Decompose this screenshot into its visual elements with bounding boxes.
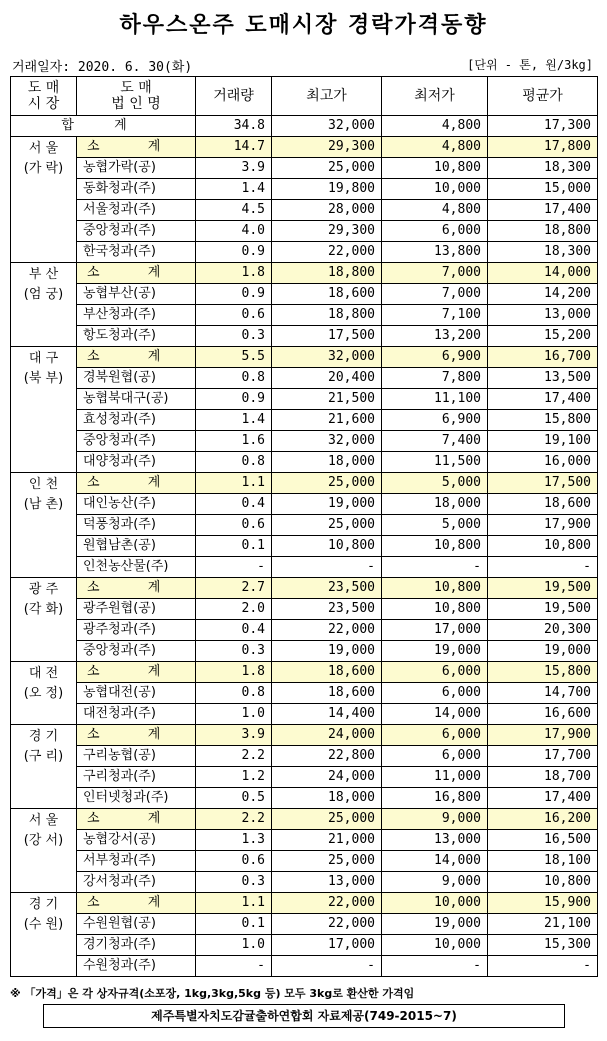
max-price-cell: 13,000	[272, 872, 382, 893]
corp-name: 한국청과(주)	[77, 242, 196, 263]
avg-price-cell: 16,200	[488, 809, 598, 830]
volume-cell: 0.9	[196, 242, 272, 263]
corp-name: 항도청과(주)	[77, 326, 196, 347]
min-price-cell: 10,000	[382, 179, 488, 200]
corp-name: 효성청과(주)	[77, 410, 196, 431]
table-row	[11, 935, 598, 956]
min-price-cell: 11,500	[382, 452, 488, 473]
min-price-cell: 6,000	[382, 221, 488, 242]
max-price-cell: 25,000	[272, 473, 382, 494]
corp-name: 소 계	[77, 263, 196, 284]
corp-name: 동화청과(주)	[77, 179, 196, 200]
max-price-cell: 19,000	[272, 494, 382, 515]
min-price-cell: 6,000	[382, 746, 488, 767]
min-price-cell: 7,400	[382, 431, 488, 452]
max-price-cell: 20,400	[272, 368, 382, 389]
max-price-cell: 25,000	[272, 515, 382, 536]
table-row	[11, 599, 598, 620]
corp-name: 구리청과(주)	[77, 767, 196, 788]
corp-name: 소 계	[77, 725, 196, 746]
table-row	[11, 620, 598, 641]
volume-cell: -	[196, 956, 272, 977]
table-row	[11, 179, 598, 200]
subtotal-row	[11, 263, 598, 284]
max-price-cell: 28,000	[272, 200, 382, 221]
max-price-cell: 18,600	[272, 662, 382, 683]
table-row	[11, 242, 598, 263]
min-price-cell: 9,000	[382, 872, 488, 893]
max-price-cell: 21,600	[272, 410, 382, 431]
avg-price-cell: 17,400	[488, 788, 598, 809]
volume-cell: 0.8	[196, 452, 272, 473]
market-name: 서 울 (가 락)	[11, 137, 77, 263]
table-row	[11, 284, 598, 305]
subtotal-row	[11, 578, 598, 599]
min-price-cell: 18,000	[382, 494, 488, 515]
min-price-cell: 7,100	[382, 305, 488, 326]
table-row	[11, 788, 598, 809]
max-price-cell: 22,000	[272, 620, 382, 641]
market-name: 대 구 (북 부)	[11, 347, 77, 473]
table-row	[11, 452, 598, 473]
volume-cell: 0.9	[196, 284, 272, 305]
avg-price-cell: 13,500	[488, 368, 598, 389]
avg-price-cell: 16,600	[488, 704, 598, 725]
corp-name: 인터넷청과(주)	[77, 788, 196, 809]
min-price-cell: 10,000	[382, 893, 488, 914]
avg-price-cell: 15,900	[488, 893, 598, 914]
corp-name: 소 계	[77, 137, 196, 158]
header-corp: 도 매 법 인 명	[77, 77, 196, 116]
min-price-cell: 11,000	[382, 767, 488, 788]
min-price-cell: 7,000	[382, 284, 488, 305]
footnote: ※ 「가격」은 각 상자규격(소포장, 1kg,3kg,5kg 등) 모두 3kg로 환산한 가격임	[10, 987, 415, 1000]
market-name: 서 울 (강 서)	[11, 809, 77, 893]
max-price-cell: -	[272, 557, 382, 578]
header-row	[11, 77, 598, 116]
header-avg: 평균가	[488, 77, 598, 116]
max-price-cell: 29,300	[272, 221, 382, 242]
total-max: 32,000	[272, 116, 382, 137]
table-row	[11, 704, 598, 725]
max-price-cell: 18,800	[272, 305, 382, 326]
min-price-cell: 19,000	[382, 914, 488, 935]
page-title: 하우스온주 도매시장 경락가격동향	[119, 13, 488, 38]
avg-price-cell: 18,800	[488, 221, 598, 242]
min-price-cell: 4,800	[382, 200, 488, 221]
avg-price-cell: 18,600	[488, 494, 598, 515]
volume-cell: 3.9	[196, 725, 272, 746]
max-price-cell: 19,000	[272, 641, 382, 662]
table-row	[11, 683, 598, 704]
max-price-cell: 17,500	[272, 326, 382, 347]
volume-cell: 4.0	[196, 221, 272, 242]
corp-name: 수원청과(주)	[77, 956, 196, 977]
avg-price-cell: 10,800	[488, 872, 598, 893]
table-row	[11, 641, 598, 662]
corp-name: 중앙청과(주)	[77, 431, 196, 452]
avg-price-cell: 15,200	[488, 326, 598, 347]
volume-cell: 2.0	[196, 599, 272, 620]
min-price-cell: 16,800	[382, 788, 488, 809]
table-row	[11, 515, 598, 536]
avg-price-cell: 20,300	[488, 620, 598, 641]
max-price-cell: 18,000	[272, 788, 382, 809]
volume-cell: 0.3	[196, 641, 272, 662]
avg-price-cell: 19,500	[488, 578, 598, 599]
table-row	[11, 914, 598, 935]
min-price-cell: 19,000	[382, 641, 488, 662]
avg-price-cell: 18,100	[488, 851, 598, 872]
avg-price-cell: 13,000	[488, 305, 598, 326]
max-price-cell: 29,300	[272, 137, 382, 158]
corp-name: 농협가락(공)	[77, 158, 196, 179]
volume-cell: 0.6	[196, 305, 272, 326]
volume-cell: 1.0	[196, 704, 272, 725]
max-price-cell: 19,800	[272, 179, 382, 200]
corp-name: 경북원협(공)	[77, 368, 196, 389]
avg-price-cell: 15,800	[488, 410, 598, 431]
min-price-cell: 17,000	[382, 620, 488, 641]
table-row	[11, 326, 598, 347]
volume-cell: -	[196, 557, 272, 578]
avg-price-cell: 17,400	[488, 200, 598, 221]
avg-price-cell: 17,800	[488, 137, 598, 158]
min-price-cell: 10,800	[382, 599, 488, 620]
min-price-cell: 5,000	[382, 515, 488, 536]
avg-price-cell: 14,000	[488, 263, 598, 284]
header-market: 도 매 시 장	[11, 77, 77, 116]
avg-price-cell: 16,000	[488, 452, 598, 473]
corp-name: 대양청과(주)	[77, 452, 196, 473]
subtotal-row	[11, 473, 598, 494]
subtotal-row	[11, 347, 598, 368]
corp-name: 소 계	[77, 347, 196, 368]
volume-cell: 0.3	[196, 326, 272, 347]
subtotal-row	[11, 893, 598, 914]
min-price-cell: 14,000	[382, 851, 488, 872]
header-max: 최고가	[272, 77, 382, 116]
min-price-cell: 10,800	[382, 158, 488, 179]
volume-cell: 1.6	[196, 431, 272, 452]
corp-name: 소 계	[77, 809, 196, 830]
avg-price-cell: 14,700	[488, 683, 598, 704]
corp-name: 소 계	[77, 473, 196, 494]
volume-cell: 1.0	[196, 935, 272, 956]
max-price-cell: 18,600	[272, 284, 382, 305]
max-price-cell: 25,000	[272, 809, 382, 830]
corp-name: 소 계	[77, 662, 196, 683]
market-name: 경 기 (구 리)	[11, 725, 77, 809]
table-row	[11, 830, 598, 851]
avg-price-cell: -	[488, 956, 598, 977]
corp-name: 농협부산(공)	[77, 284, 196, 305]
total-volume: 34.8	[196, 116, 272, 137]
table-row	[11, 872, 598, 893]
table-row	[11, 410, 598, 431]
volume-cell: 4.5	[196, 200, 272, 221]
volume-cell: 1.1	[196, 893, 272, 914]
table-row	[11, 956, 598, 977]
max-price-cell: 22,800	[272, 746, 382, 767]
min-price-cell: 10,000	[382, 935, 488, 956]
market-name: 대 전 (오 정)	[11, 662, 77, 725]
volume-cell: 0.6	[196, 851, 272, 872]
volume-cell: 0.1	[196, 536, 272, 557]
corp-name: 농협북대구(공)	[77, 389, 196, 410]
volume-cell: 0.8	[196, 683, 272, 704]
corp-name: 소 계	[77, 893, 196, 914]
unit-label: [단위 - 톤, 원/3kg]	[467, 58, 593, 72]
table-row	[11, 305, 598, 326]
corp-name: 강서청과(주)	[77, 872, 196, 893]
avg-price-cell: 18,300	[488, 242, 598, 263]
volume-cell: 0.4	[196, 620, 272, 641]
corp-name: 농협대전(공)	[77, 683, 196, 704]
max-price-cell: 22,000	[272, 242, 382, 263]
max-price-cell: 23,500	[272, 599, 382, 620]
max-price-cell: 14,400	[272, 704, 382, 725]
avg-price-cell: 17,900	[488, 515, 598, 536]
max-price-cell: 10,800	[272, 536, 382, 557]
avg-price-cell: 17,700	[488, 746, 598, 767]
market-name: 부 산 (엄 궁)	[11, 263, 77, 347]
table-row	[11, 389, 598, 410]
max-price-cell: 22,000	[272, 893, 382, 914]
market-name: 인 천 (남 촌)	[11, 473, 77, 578]
avg-price-cell: 17,500	[488, 473, 598, 494]
corp-name: 구리농협(공)	[77, 746, 196, 767]
total-row	[11, 116, 598, 137]
volume-cell: 1.4	[196, 410, 272, 431]
subtotal-row	[11, 809, 598, 830]
table-row	[11, 767, 598, 788]
volume-cell: 1.3	[196, 830, 272, 851]
corp-name: 대전청과(주)	[77, 704, 196, 725]
max-price-cell: -	[272, 956, 382, 977]
volume-cell: 5.5	[196, 347, 272, 368]
volume-cell: 1.8	[196, 662, 272, 683]
subtotal-row	[11, 137, 598, 158]
corp-name: 인천농산물(주)	[77, 557, 196, 578]
max-price-cell: 32,000	[272, 431, 382, 452]
min-price-cell: 7,800	[382, 368, 488, 389]
corp-name: 광주청과(주)	[77, 620, 196, 641]
market-name: 경 기 (수 원)	[11, 893, 77, 977]
corp-name: 중앙청과(주)	[77, 221, 196, 242]
table-row	[11, 536, 598, 557]
table-row	[11, 494, 598, 515]
header-volume: 거래량	[196, 77, 272, 116]
volume-cell: 2.7	[196, 578, 272, 599]
corp-name: 서울청과(주)	[77, 200, 196, 221]
min-price-cell: 10,800	[382, 536, 488, 557]
source-box: 제주특별자치도감귤출하연합회 자료제공(749-2015~7)	[43, 1004, 565, 1028]
corp-name: 중앙청과(주)	[77, 641, 196, 662]
min-price-cell: 6,000	[382, 725, 488, 746]
volume-cell: 0.9	[196, 389, 272, 410]
volume-cell: 14.7	[196, 137, 272, 158]
table-row	[11, 431, 598, 452]
min-price-cell: 6,900	[382, 410, 488, 431]
avg-price-cell: 19,000	[488, 641, 598, 662]
volume-cell: 0.1	[196, 914, 272, 935]
min-price-cell: 4,800	[382, 137, 488, 158]
subtotal-row	[11, 662, 598, 683]
volume-cell: 1.4	[196, 179, 272, 200]
market-name: 광 주 (각 화)	[11, 578, 77, 662]
min-price-cell: 10,800	[382, 578, 488, 599]
avg-price-cell: 19,500	[488, 599, 598, 620]
volume-cell: 0.4	[196, 494, 272, 515]
max-price-cell: 22,000	[272, 914, 382, 935]
min-price-cell: 13,800	[382, 242, 488, 263]
avg-price-cell: 21,100	[488, 914, 598, 935]
avg-price-cell: 16,500	[488, 830, 598, 851]
min-price-cell: 13,200	[382, 326, 488, 347]
max-price-cell: 24,000	[272, 725, 382, 746]
corp-name: 원협남촌(공)	[77, 536, 196, 557]
header-min: 최저가	[382, 77, 488, 116]
volume-cell: 1.8	[196, 263, 272, 284]
volume-cell: 2.2	[196, 809, 272, 830]
avg-price-cell: 14,200	[488, 284, 598, 305]
volume-cell: 1.2	[196, 767, 272, 788]
avg-price-cell: 18,300	[488, 158, 598, 179]
corp-name: 서부청과(주)	[77, 851, 196, 872]
max-price-cell: 32,000	[272, 347, 382, 368]
volume-cell: 1.1	[196, 473, 272, 494]
max-price-cell: 18,000	[272, 452, 382, 473]
table-row	[11, 557, 598, 578]
subtotal-row	[11, 725, 598, 746]
table-row	[11, 200, 598, 221]
max-price-cell: 21,500	[272, 389, 382, 410]
max-price-cell: 25,000	[272, 851, 382, 872]
total-label: 합 계	[11, 116, 196, 137]
table-row	[11, 158, 598, 179]
table-row	[11, 368, 598, 389]
avg-price-cell: -	[488, 557, 598, 578]
min-price-cell: -	[382, 557, 488, 578]
avg-price-cell: 15,800	[488, 662, 598, 683]
min-price-cell: 9,000	[382, 809, 488, 830]
min-price-cell: 6,000	[382, 662, 488, 683]
min-price-cell: 11,100	[382, 389, 488, 410]
corp-name: 수원원협(공)	[77, 914, 196, 935]
avg-price-cell: 10,800	[488, 536, 598, 557]
max-price-cell: 17,000	[272, 935, 382, 956]
table-row	[11, 221, 598, 242]
price-table	[10, 76, 598, 977]
avg-price-cell: 17,400	[488, 389, 598, 410]
min-price-cell: -	[382, 956, 488, 977]
table-row	[11, 746, 598, 767]
max-price-cell: 18,800	[272, 263, 382, 284]
min-price-cell: 14,000	[382, 704, 488, 725]
corp-name: 광주원협(공)	[77, 599, 196, 620]
avg-price-cell: 15,000	[488, 179, 598, 200]
volume-cell: 3.9	[196, 158, 272, 179]
min-price-cell: 6,000	[382, 683, 488, 704]
volume-cell: 0.8	[196, 368, 272, 389]
min-price-cell: 5,000	[382, 473, 488, 494]
avg-price-cell: 17,900	[488, 725, 598, 746]
volume-cell: 2.2	[196, 746, 272, 767]
corp-name: 대인농산(주)	[77, 494, 196, 515]
max-price-cell: 24,000	[272, 767, 382, 788]
volume-cell: 0.6	[196, 515, 272, 536]
avg-price-cell: 16,700	[488, 347, 598, 368]
corp-name: 덕풍청과(주)	[77, 515, 196, 536]
avg-price-cell: 19,100	[488, 431, 598, 452]
total-min: 4,800	[382, 116, 488, 137]
trade-date: 거래일자: 2020. 6. 30(화)	[12, 60, 193, 75]
total-avg: 17,300	[488, 116, 598, 137]
max-price-cell: 25,000	[272, 158, 382, 179]
avg-price-cell: 18,700	[488, 767, 598, 788]
table-row	[11, 851, 598, 872]
volume-cell: 0.3	[196, 872, 272, 893]
min-price-cell: 13,000	[382, 830, 488, 851]
max-price-cell: 18,600	[272, 683, 382, 704]
volume-cell: 0.5	[196, 788, 272, 809]
corp-name: 경기청과(주)	[77, 935, 196, 956]
corp-name: 소 계	[77, 578, 196, 599]
min-price-cell: 7,000	[382, 263, 488, 284]
avg-price-cell: 15,300	[488, 935, 598, 956]
max-price-cell: 21,000	[272, 830, 382, 851]
corp-name: 농협강서(공)	[77, 830, 196, 851]
max-price-cell: 23,500	[272, 578, 382, 599]
min-price-cell: 6,900	[382, 347, 488, 368]
corp-name: 부산청과(주)	[77, 305, 196, 326]
